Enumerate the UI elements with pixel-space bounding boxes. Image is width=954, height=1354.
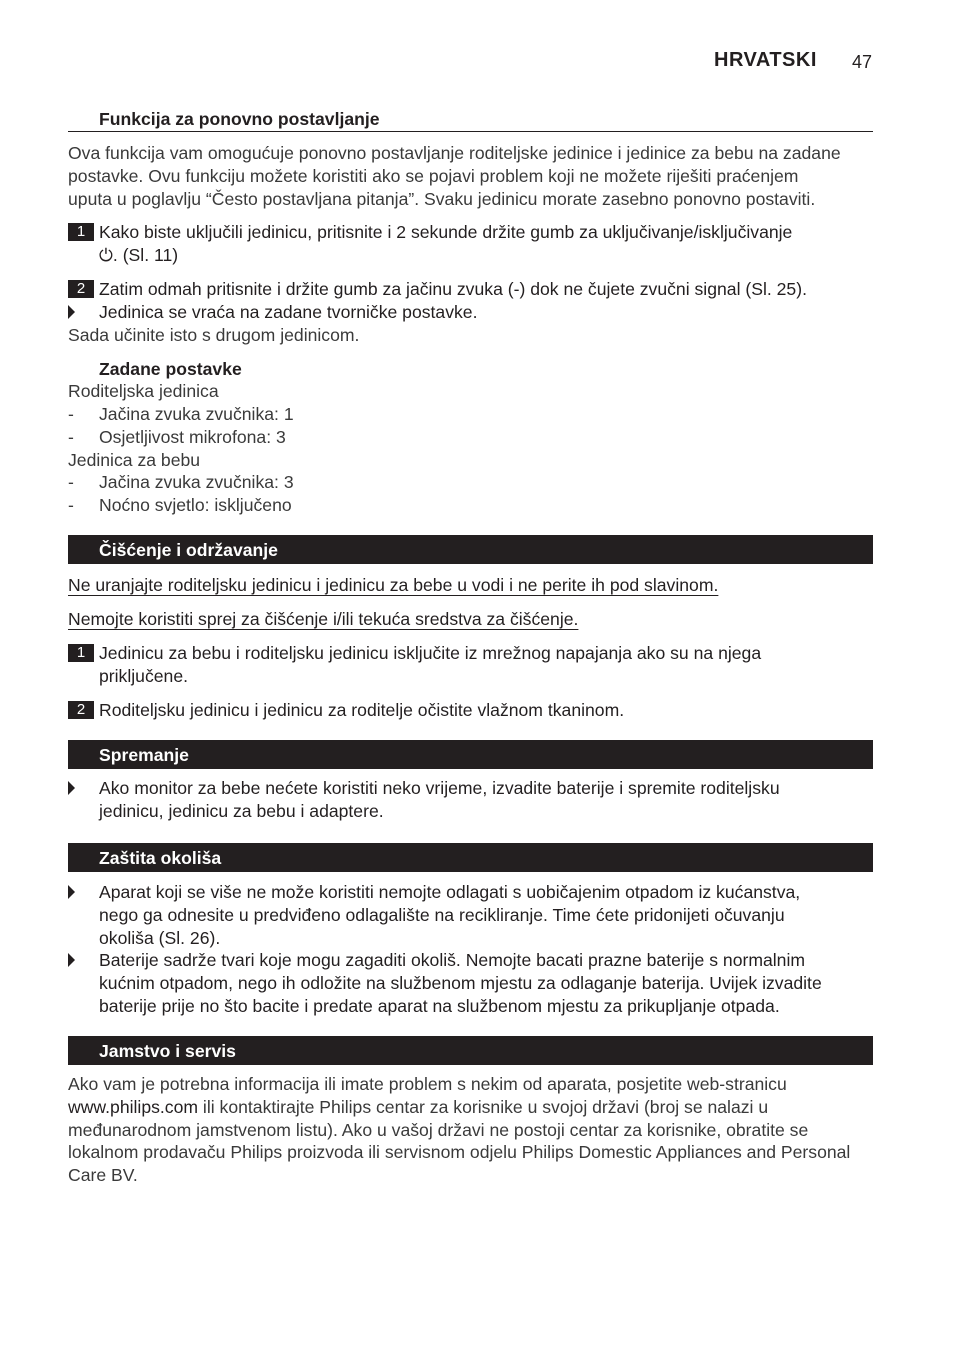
reset-section-title: Funkcija za ponovno postavljanje [99,109,380,129]
cleaning-step-1-line: priključene. [99,665,188,686]
storage-bullet [99,777,869,823]
environment-bullet-2-line: baterije prije no što bacite i predate aparat na službenom mjestu za prikupljanje otpada. [99,995,780,1016]
cleaning-step-2: Roditeljsku jedinicu i jedinicu za roditelje očistite vlažnom tkaninom. [99,700,625,720]
defaults-title: Zadane postavke [99,359,242,379]
bullet-triangle-icon [68,781,75,795]
reset-note: Sada učinite isto s drugom jedinicom. [68,325,360,345]
environment-section-bar [68,843,873,872]
list-dash: - [68,404,74,424]
baby-setting-item: Noćno svjetlo: isključeno [99,495,292,515]
list-dash: - [68,472,74,492]
warranty-line: Ako vam je potrebna informacija ili imate problem s nekim od aparata, posjetite web-stranicu [68,1074,787,1094]
storage-bullet-line: jedinicu, jedinicu za bebu i adaptere. [99,800,384,821]
reset-intro [68,142,873,210]
bullet-triangle-icon [68,305,75,319]
page-number: 47 [852,52,873,72]
environment-bullet-1-line: okoliša (Sl. 26). [99,927,221,948]
storage-section-title: Spremanje [99,745,189,765]
bullet-triangle-icon [68,953,75,967]
warranty-line: lokalnom prodavaču Philips proizvoda ili servisnom odjelu Philips Domestic Appliances and Personal [68,1142,851,1163]
warranty-line-rest: ili kontaktirajte Philips centar za korisnike u svojoj državi (broj se nalazi u [198,1096,769,1117]
warranty-line: međunarodnom jamstvenom listu). Ako u vašoj državi ne postoji centar za korisnike, obratite se [68,1119,809,1140]
step-number-1: 1 [68,644,94,662]
baby-unit-label: Jedinica za bebu [68,450,201,470]
storage-bullet-line: Ako monitor za bebe nećete koristiti neko vrijeme, izvadite baterije i spremite roditeljsku [99,778,780,798]
parent-unit-label: Roditeljska jedinica [68,381,219,401]
environment-bullet-2-line: Baterije sadrže tvari koje mogu zagaditi okoliš. Nemojte bacati prazne baterije s normalnim [99,950,806,970]
cleaning-warning-2: Nemojte koristiti sprej za čišćenje i/ili tekuća sredstva za čišćenje. [68,609,579,629]
baby-setting-item: Jačina zvuka zvučnika: 3 [99,472,294,492]
bullet-triangle-icon [68,885,75,899]
storage-section-bar [68,740,873,769]
warranty-section-bar [68,1036,873,1065]
reset-result: Jedinica se vraća na zadane tvorničke postavke. [99,302,478,322]
reset-intro-line: postavke. Ovu funkciju možete koristiti ako se pojavi problem koji ne možete riješiti praćenjem [68,165,799,186]
cleaning-warning-1: Ne uranjajte roditeljsku jedinicu i jedinicu za bebe u vodi i ne perite ih pod slavinom. [68,575,719,595]
reset-intro-line: Ova funkcija vam omogućuje ponovno postavljanje roditeljske jedinice i jedinice za bebu na zadane [68,143,841,163]
cleaning-step-1 [99,642,869,688]
warranty-section-title: Jamstvo i servis [99,1041,236,1061]
environment-bullet-1 [99,881,869,949]
reset-step-1-line: Kako biste uključili jedinicu, pritisnite i 2 sekunde držite gumb za uključivanje/isključivanje [99,222,793,242]
section-rule [68,131,873,132]
cleaning-section-title: Čišćenje i održavanje [99,540,278,560]
step-number-2: 2 [68,280,94,298]
cleaning-step-1-line: Jedinicu za bebu i roditeljsku jedinicu isključite iz mrežnog napajanja ako su na njega [99,643,762,663]
warranty-text [68,1073,873,1187]
list-dash: - [68,495,74,515]
reset-intro-line: uputa u poglavlju “Često postavljana pitanja”. Svaku jedinicu morate zasebno ponovno postaviti. [68,188,816,209]
reset-step-1 [99,221,869,267]
parent-setting-item: Jačina zvuka zvučnika: 1 [99,404,294,424]
parent-setting-item: Osjetljivost mikrofona: 3 [99,427,286,447]
step-number-2: 2 [68,701,94,719]
environment-bullet-2-line: kućnim otpadom, nego ih odložite na službenom mjestu za odlaganje baterija. Uvijek izvadite [99,972,822,993]
language-label: HRVATSKI [714,49,817,71]
reset-step-1-line: ⏻. (Sl. 11) [99,244,179,265]
warranty-line: Care BV. [68,1165,138,1186]
environment-section-title: Zaštita okoliša [99,848,222,868]
step-number-1: 1 [68,223,94,241]
cleaning-section-bar [68,535,873,564]
list-dash: - [68,427,74,447]
warranty-line [68,1096,873,1119]
environment-bullet-1-line: nego ga odnesite u predviđeno odlagalište na recikliranje. Time ćete pridonijeti očuvanju [99,904,785,925]
environment-bullet-1-line: Aparat koji se više ne može koristiti nemojte odlagati s uobičajenim otpadom iz kućanstva, [99,882,801,902]
philips-website-link[interactable]: www.philips.com [68,1096,199,1117]
reset-step-2: Zatim odmah pritisnite i držite gumb za jačinu zvuka (-) dok ne čujete zvučni signal (Sl. 25). [99,279,807,299]
environment-bullet-2 [99,949,869,1017]
